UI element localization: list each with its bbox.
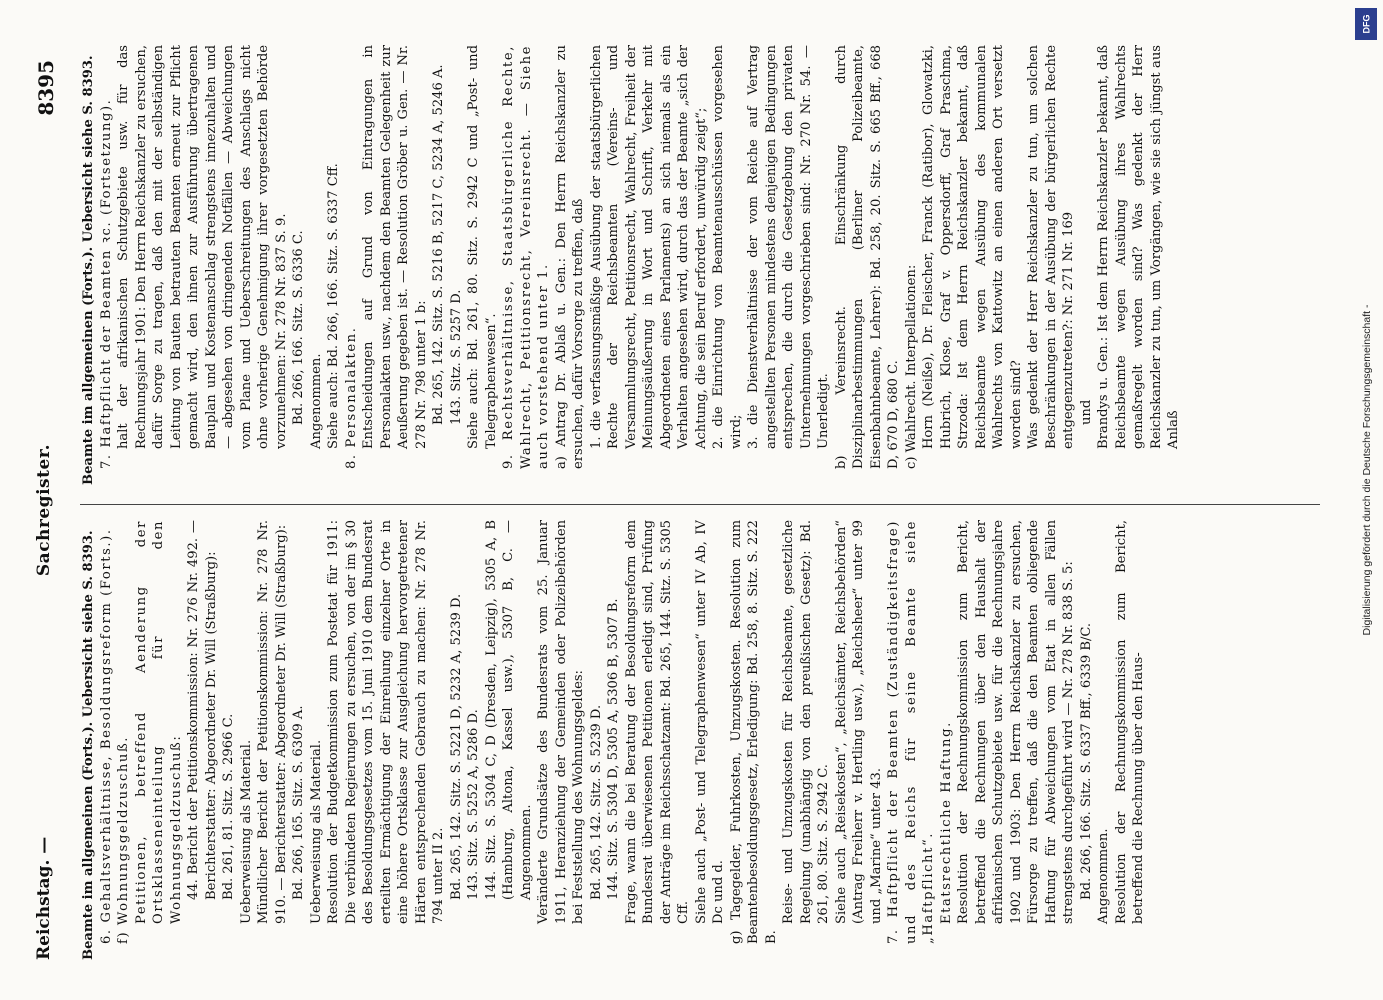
register-entry: Ueberweisung als Material.: [308, 739, 324, 924]
register-entry: Was gedenkt der Herr Reichskanzler zu tun, um solchen Beschränkungen in der Ausübung der bürgerlichen Rechte entgegenzutreten?: Nr. 271 Nr. 169: [1026, 45, 1076, 449]
register-entry: Petitionen, betreffend Aenderung der Ortsklasseneinteilung für den Wohnungsgeldzuschuß:: [133, 520, 184, 924]
register-entry: Bd. 265, 142. Sitz. S. 5216 B, 5217 C, 5234 A, 5246 A.: [431, 64, 446, 425]
register-entry: Siehe auch: Bd. 266, 166. Sitz. S. 6337 Cff.: [326, 163, 341, 449]
register-entry: 44. Bericht der Petitionskommission: Nr. 276 Nr. 492. — Berichterstatter: Abgeordneter Dr. Will (Straßburg):: [186, 520, 219, 900]
register-entry: 7. Haftpflicht der Beamten (Zuständigkeitsfrage) und des Reichs für seine Beamte siehe „Haftpflicht“.: [886, 520, 936, 944]
register-entry: Resolution der Rechnungskommission zum Bericht, betreffend die Rechnung über den Haus-: [1113, 520, 1146, 924]
running-header: [28, 60, 68, 960]
register-entry: Brandys u. Gen.: Ist dem Herrn Reichskanzler bekannt, daß Reichsbeamte wegen Ausübung ihres Wahlrechts gemaßregelt worden sind? Was gedenkt der Herr Reichskanzler zu tun, um Vorgängen, wie sie sich jüngst aus Anlaß: [1096, 45, 1181, 449]
register-entry: Entscheidungen auf Grund von Eintragungen in Personalakten usw., nachdem den Beamten Gelegenheit zur Aeußerung gegeben ist. — Resolution Gröber u. Gen. — Nr. 278 Nr. 798 unter 1 b:: [361, 45, 429, 449]
register-entry: und: [1078, 399, 1094, 425]
register-entry: 143. Sitz. S. 5252 A, 5286 D.: [466, 709, 481, 900]
register-entry: 8. Personalakten.: [343, 326, 359, 469]
register-entry: Angenommen.: [1096, 828, 1111, 924]
register-entry: 144. Sitz. S. 5304 C, D (Dresden, Leipzig), 5305 A, B (Hamburg, Altona, Kassel usw.), 5307 B, C. — Angenommen.: [483, 520, 534, 900]
register-entry: Resolution der Budgetkommission zum Postetat für 1911: Die verbündeten Regierungen zu ersuchen, von der im § 30 des Besoldungsgesetzes vom 15. Juni 1910 dem Bundesrat erteilten Ermächtigung der Einreihung einzelner Orte in eine höhere Ortsklasse zur Ausgleichung hervorgetretener Härten entsprechenden Gebrauch zu machen: Nr. 278 Nr. 794 unter II 2.: [326, 520, 446, 924]
dfg-logo-text: DFG: [1361, 14, 1371, 34]
register-entry: c) Wahlrecht. Interpellationen:: [903, 264, 919, 469]
register-entry: Frage, wann die bei Beratung der Besoldungsreform dem Bundesrat überwiesenen Petitionen erledigt sind, Prüfung der Anträge im Reichsschatzamt: Bd. 265, 144. Sitz. S. 5305 Cff.: [623, 520, 691, 924]
register-entry: b) Vereinsrecht. Einschränkung durch Disziplinarbestimmungen (Berliner Polizeibeamte, Eisenbahnbeamte, Lehrer): Bd. 258, 20. Sitz. S. 665 Bff., 668 D, 670 D, 680 C.: [833, 45, 901, 469]
register-entry: Etatsrechtliche Haftung.: [938, 721, 954, 924]
register-entry: Horn (Neiße), Dr. Fleischer, Franck (Ratibor), Glowatzki, Hubrich, Klose, Graf v. Oppersdorff, Graf Praschma, Strzoda: Ist dem Herrn Reichskanzler bekannt, daß Reichsbeamte wegen Ausübung des kommunalen Wahlrechts von Kattowitz an einen anderen Ort versetzt worden sind?: [921, 45, 1024, 449]
register-entry: Resolution der Rechnungskommission zum Bericht, betreffend die Rechnungen über den Haushalt der afrikanischen Schutzgebiete usw. für die Rechnungsjahre 1902 und 1903: Den Herrn Reichskanzler zu ersuchen, Fürsorge zu treffen, daß die den Beamten obliegende Haftung für Abweichungen vom Etat in allen Fällen strengstens durchgeführt wird — Nr. 278 Nr. 838 S. 5:: [956, 520, 1076, 924]
register-entry: Bd. 265, 142. Sitz. S. 5239 D.: [588, 704, 604, 900]
register-entry: f) Wohnungsgeldzuschuß.: [116, 735, 131, 944]
register-entry: Bd. 266, 165. Sitz. S. 6309 A.: [291, 705, 306, 900]
register-entry: 3. die Dienstverhältnisse der vom Reiche auf Vertrag angestellten Personen mindestens denjenigen Bedingungen entsprechen, die durch die Gesetzgebung den privaten Unternehmungen vorgeschrieben sind: Nr. 270 Nr. 54. — Unerledigt.: [746, 45, 831, 449]
register-entry: 1. die verfassungsmäßige Ausübung der staatsbürgerlichen Rechte der Reichsbeamten (Vereins- und Versammlungsrecht, Petitionsrecht, Wahlrecht, Freiheit der Meinungsäußerung in Wort und Schrift, Verkehr mit Abgeordneten eines Parlaments) an sich niemals als ein Verhalten angesehen wird, durch das der Beamte „sich der Achtung, die sein Beruf erfordert, unwürdig zeigt“;: [588, 45, 709, 449]
register-entry: Siehe auch „Reisekosten“, „Reichsämter, Reichsbehörden“ (Antrag Freiherr v. Hertling usw.), „Reichsheer“ unter 99 und „Marine“ unter 43.: [833, 520, 884, 924]
register-entry: 143. Sitz. S. 5257 D.: [448, 289, 464, 425]
digitization-note: Digitalisierung gefördert durch die Deutsche Forschungsgemeinschaft -: [1361, 304, 1373, 636]
register-entry: Siehe auch: Bd. 261, 80. Sitz. S. 2942 C und „Post- und Telegraphenwesen“.: [466, 45, 499, 449]
column-divider: [80, 504, 1320, 505]
register-entry: Angenommen.: [308, 353, 324, 449]
right-column: [80, 45, 1320, 485]
register-entry: Bd. 265, 142. Sitz. S. 5221 D, 5232 A, 5239 D.: [448, 593, 464, 900]
register-entry: Mündlicher Bericht der Petitionskommission: Nr. 278 Nr. 910. — Berichterstatter: Abgeordneter Dr. Will (Straßburg):: [256, 520, 289, 924]
register-entry: Veränderte Grundsätze des Bundesrats vom 25. Januar 1911, Heranziehung der Gemeinden oder Polizeibehörden bei Feststellung des Wohnungsgeldes:: [536, 520, 586, 924]
register-entry: Beamte im allgemeinen (Forts.). Uebersicht siehe S. 8393.: [81, 530, 96, 960]
dfg-logo: [1355, 8, 1377, 40]
header-left: Reichstag. —: [34, 836, 54, 960]
register-entry: 2. die Einrichtung von Beamtenausschüssen vorgesehen wird;: [711, 45, 744, 449]
header-title: Sachregister.: [34, 443, 54, 577]
page-number: 8395: [34, 60, 58, 116]
register-entry: Bd. 261, 81. Sitz. S. 2966 C.: [221, 713, 236, 900]
register-entry: 144. Sitz. S. 5304 D, 5305 A, 5306 B, 5307 B.: [606, 598, 621, 900]
register-entry: a) Antrag Dr. Ablaß u. Gen.: Den Herrn Reichskanzler zu ersuchen, dafür Vorsorge zu treffen, daß: [553, 45, 586, 469]
register-entry: 9. Rechtsverhältnisse, Staatsbürgerliche Rechte, Wahlrecht, Petitionsrecht, Vereinsrecht. — Siehe auch vorstehend unter 1.: [501, 45, 551, 469]
register-entry: g) Tagegelder, Fuhrkosten, Umzugskosten. Resolution zum Beamtenbesoldungsgesetz, Erledigung: Bd. 258, 8. Sitz. S. 222 B.: [728, 520, 779, 944]
register-entry: 7. Haftpflicht der Beamten ꝛc. (Fortsetzung).: [98, 98, 114, 469]
register-entry: Bd. 266, 166. Sitz. S. 6336 C.: [291, 230, 306, 425]
register-entry: halt der afrikanischen Schutzgebiete usw. für das Rechnungsjahr 1901: Den Herrn Reichskanzler zu ersuchen, dafür Sorge zu tragen, daß den mit der selbständigen Leitung von Bauten betrauten Beamten erneut zur Pflicht gemacht wird, den ihnen zur Ausführung übertragenen Bauplan und Kostenanschlag strengstens innezuhalten und — abgesehen von dringenden Notfällen — Abweichungen vom Plane und Ueberschreitungen des Anschlags nicht ohne vorherige Genehmigung ihrer vorgesetzten Behörde vorzunehmen: Nr. 278 Nr. 837 S. 9.: [116, 45, 289, 449]
register-entry: Bd. 266, 166. Sitz. S. 6337 Bff., 6339 B/C.: [1078, 622, 1094, 900]
register-entry: 6. Gehaltsverhältnisse, Besoldungsreform (Forts.).: [98, 528, 114, 944]
register-entry: Beamte im allgemeinen (Forts.). Uebersicht siehe S. 8393.: [81, 55, 96, 485]
register-entry: Siehe auch „Post- und Telegraphenwesen“ unter IV Ab, IV Dc und d.: [693, 520, 726, 924]
register-entry: Ueberweisung als Material.: [238, 739, 254, 924]
register-entry: Reise- und Umzugskosten für Reichsbeamte, gesetzliche Regelung (unabhängig von den preußischen Gesetz): Bd. 261, 80. Sitz. S. 2942 C.: [781, 520, 831, 924]
left-column: [80, 520, 1320, 960]
